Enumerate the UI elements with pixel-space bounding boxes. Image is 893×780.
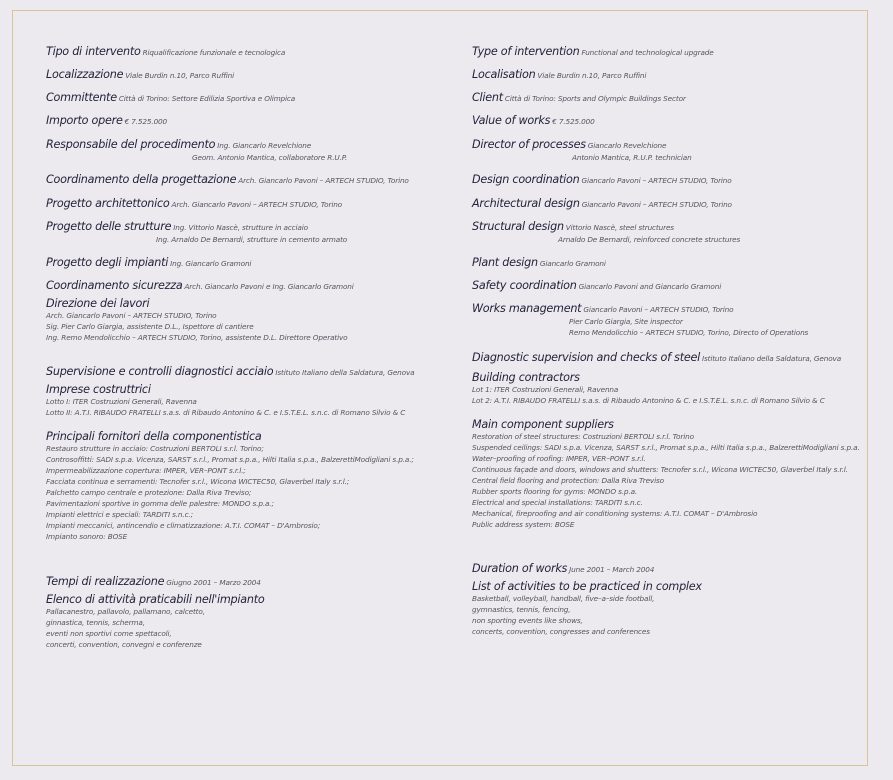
direzione-line: Sig. Pier Carlo Giargia, assistente D.L., Ispettore di cantiere: [46, 322, 254, 331]
fornitori-line: Restauro strutture in acciaio: Costruzioni BERTOLI s.r.l. Torino;: [46, 444, 264, 453]
direzione-line: Arch. Giancarlo Pavoni – ARTECH STUDIO, Torino: [46, 311, 217, 320]
heading-responsabile: Responsabile del procedimento: [46, 138, 216, 151]
heading-fornitori: Principali fornitori della componentistica: [46, 430, 262, 443]
value-tempi: Giugno 2001 – Marzo 2004: [166, 578, 261, 587]
entry-struct-design: [472, 215, 740, 245]
entry-tempi: [46, 570, 261, 589]
value-localizzazione: Viale Burdin n.10, Parco Ruffini: [125, 71, 235, 80]
entry-supervisione: [46, 360, 414, 379]
value-duration: June 2001 – March 2004: [569, 565, 655, 574]
suppliers-line: Rubber sports flooring for gyms: MONDO s.p.a.: [472, 487, 638, 496]
heading-plant: Plant design: [472, 256, 538, 269]
suppliers-line: Suspended ceilings: SADI s.p.a. Vicenza, SARST s.r.l., Promat s.p.a., Hilti Italia s.p.a., BalzerettiModigliani s.p.a.: [472, 443, 860, 452]
fornitori-line: Pavimentazioni sportive in gomma delle palestre: MONDO s.p.a.;: [46, 499, 274, 508]
entry-prog-strut: [46, 215, 347, 245]
elenco-line: ginnastica, tennis, scherma,: [46, 618, 145, 627]
suppliers-line: Continuous façade and doors, windows and shutters: Tecnofer s.r.l., Wicona WICTEC50, Glaverbel Italy s.r.l.: [472, 465, 848, 474]
heading-elenco: Elenco di attività praticabili nell'impianto: [46, 593, 265, 606]
suppliers-line: Water–proofing of roofing: IMPER, VER–PONT s.r.l.: [472, 454, 646, 463]
value-works: Giancarlo Pavoni – ARTECH STUDIO, Torino: [583, 305, 734, 314]
heading-type: Type of intervention: [472, 45, 580, 58]
value-committente: Città di Torino: Settore Edilizia Sportiva e Olimpica: [118, 94, 296, 103]
entry-safety: [472, 274, 721, 293]
value-responsabile-2: Geom. Antonio Mantica, collaboratore R.U.P.: [192, 153, 348, 162]
heading-importo: Importo opere: [46, 114, 123, 127]
heading-prog-arch: Progetto architettonico: [46, 197, 170, 210]
fornitori-line: Impermeabilizzazione copertura: IMPER, VER–PONT s.r.l.;: [46, 466, 246, 475]
entry-works: [472, 297, 808, 338]
entry-committente: [46, 86, 295, 105]
fornitori-line: Impianti elettrici e speciali: TARDITI s.n.c.;: [46, 510, 193, 519]
value-coord-sic: Arch. Giancarlo Pavoni e Ing. Giancarlo Gramoni: [184, 282, 354, 291]
contractors-line: Lot 2: A.T.I. RIBAUDO FRATELLI s.a.s. di Ribaudo Antonino & C. e I.S.T.E.L. s.n.c. di Romano Silvio & C: [472, 396, 825, 405]
heading-struct-design: Structural design: [472, 220, 564, 233]
entry-coord-prog: [46, 168, 409, 187]
value-tipo: Riqualificazione funzionale e tecnologica: [142, 48, 286, 57]
value-safety: Giancarlo Pavoni and Giancarlo Gramoni: [578, 282, 722, 291]
activities-line: Basketball, volleyball, handball, five–a–side football,: [472, 594, 655, 603]
elenco-line: eventi non sportivi come spettacoli,: [46, 629, 172, 638]
suppliers-line: Restoration of steel structures: Costruzioni BERTOLI s.r.l. Torino: [472, 432, 694, 441]
entry-localizzazione: [46, 63, 234, 82]
value-struct-design-2: Arnaldo De Bernardi, reinforced concrete structures: [558, 235, 741, 244]
entry-importo: [46, 109, 167, 128]
heading-arch-design: Architectural design: [472, 197, 580, 210]
entry-localisation: [472, 63, 646, 82]
suppliers-line: Central field flooring and protection: Dalla Riva Treviso: [472, 476, 664, 485]
value-type: Functional and technological upgrade: [581, 48, 714, 57]
value-director: Giancarlo Revelchione: [587, 141, 667, 150]
entry-type: [472, 40, 714, 59]
heading-coord-prog: Coordinamento della progettazione: [46, 173, 237, 186]
heading-prog-strut: Progetto delle strutture: [46, 220, 172, 233]
value-prog-strut-2: Ing. Arnaldo De Bernardi, strutture in cemento armato: [156, 235, 348, 244]
heading-director: Director of processes: [472, 138, 586, 151]
heading-activities: List of activities to be practiced in complex: [472, 580, 702, 593]
fornitori-line: Facciata continua e serramenti: Tecnofer s.r.l., Wicona WICTEC50, Glaverbel Italy s.r.l.;: [46, 477, 350, 486]
imprese-line: Lotto II: A.T.I. RIBAUDO FRATELLI s.a.s. di Ribaudo Antonino & C. e I.S.T.E.L. s.n.c. di Romano Silvio & C: [46, 408, 406, 417]
contractors-line: Lot 1: ITER Costruzioni Generali, Ravenna: [472, 385, 619, 394]
heading-prog-imp: Progetto degli impianti: [46, 256, 169, 269]
entry-client: [472, 86, 686, 105]
entry-fornitori: [46, 430, 414, 542]
heading-supervisione: Supervisione e controlli diagnostici acciaio: [46, 365, 274, 378]
heading-localizzazione: Localizzazione: [46, 68, 124, 81]
fornitori-line: Palchetto campo centrale e protezione: Dalla Riva Treviso;: [46, 488, 252, 497]
entry-plant: [472, 251, 606, 270]
heading-design-coord: Design coordination: [472, 173, 580, 186]
heading-committente: Committente: [46, 91, 117, 104]
fornitori-line: Impianti meccanici, antincendio e climatizzazione: A.T.I. COMAT – D'Ambrosio;: [46, 521, 321, 530]
suppliers-line: Mechanical, fireproofing and air conditioning systems: A.T.I. COMAT – D'Ambrosio: [472, 509, 758, 518]
value-coord-prog: Arch. Giancarlo Pavoni – ARTECH STUDIO, Torino: [238, 176, 409, 185]
value-plant: Giancarlo Gramoni: [539, 259, 606, 268]
heading-suppliers: Main component suppliers: [472, 418, 614, 431]
direzione-line: Ing. Remo Mendolicchio – ARTECH STUDIO, Torino, assistente D.L. Direttore Operativo: [46, 333, 348, 342]
entry-prog-imp: [46, 251, 251, 270]
entry-activities: [472, 580, 702, 637]
imprese-line: Lotto I: ITER Costruzioni Generali, Ravenna: [46, 397, 197, 406]
value-arch-design: Giancarlo Pavoni – ARTECH STUDIO, Torino: [581, 200, 732, 209]
value-responsabile: Ing. Giancarlo Revelchione: [217, 141, 312, 150]
entry-diagnostic: [472, 346, 841, 365]
entry-imprese: [46, 383, 405, 418]
value-diagnostic: Istituto Italiano della Saldatura, Genova: [701, 354, 842, 363]
value-supervisione: Istituto Italiano della Saldatura, Genova: [275, 368, 415, 377]
elenco-line: Pallacanestro, pallavolo, pallamano, calcetto,: [46, 607, 205, 616]
fornitori-line: Impianto sonoro: BOSE: [46, 532, 128, 541]
entry-direzione: [46, 297, 347, 343]
value-struct-design: Vittorio Nascè, steel structures: [565, 223, 674, 232]
value-prog-strut: Ing. Vittorio Nascè, strutture in acciaio: [173, 223, 308, 232]
elenco-line: concerti, convention, convegni e conferenze: [46, 640, 202, 649]
heading-value: Value of works: [472, 114, 551, 127]
entry-duration: [472, 557, 654, 576]
heading-direzione: Direzione dei lavori: [46, 297, 150, 310]
heading-tempi: Tempi di realizzazione: [46, 575, 165, 588]
entry-coord-sic: [46, 274, 354, 293]
value-importo: € 7.525.000: [124, 117, 168, 126]
entry-prog-arch: [46, 192, 342, 211]
entry-suppliers: [472, 418, 860, 530]
entry-tipo: [46, 40, 285, 59]
value-director-2: Antonio Mantica, R.U.P. technician: [572, 153, 692, 162]
value-localisation: Viale Burdin n.10, Parco Ruffini: [537, 71, 647, 80]
heading-diagnostic: Diagnostic supervision and checks of steel: [472, 351, 700, 364]
entry-value: [472, 109, 595, 128]
heading-duration: Duration of works: [472, 562, 568, 575]
suppliers-line: Electrical and special installations: TARDITI s.n.c.: [472, 498, 643, 507]
value-value: € 7.525.000: [552, 117, 595, 126]
entry-design-coord: [472, 168, 732, 187]
heading-localisation: Localisation: [472, 68, 536, 81]
value-works-3: Remo Mendolicchio – ARTECH STUDIO, Torino, Directo of Operations: [569, 328, 809, 337]
entry-contractors: [472, 371, 825, 406]
heading-works: Works management: [472, 302, 582, 315]
entry-elenco: [46, 593, 264, 650]
heading-safety: Safety coordination: [472, 279, 577, 292]
value-prog-arch: Arch. Giancarlo Pavoni – ARTECH STUDIO, Torino: [171, 200, 342, 209]
value-prog-imp: Ing. Giancarlo Gramoni: [170, 259, 252, 268]
heading-imprese: Imprese costruttrici: [46, 383, 151, 396]
heading-contractors: Building contractors: [472, 371, 580, 384]
activities-line: non sporting events like shows,: [472, 616, 583, 625]
heading-client: Client: [472, 91, 503, 104]
entry-responsabile: [46, 133, 347, 163]
activities-line: gymnastics, tennis, fencing,: [472, 605, 571, 614]
value-client: Città di Torino: Sports and Olympic Buildings Sector: [504, 94, 686, 103]
suppliers-line: Public address system: BOSE: [472, 520, 575, 529]
heading-tipo: Tipo di intervento: [46, 45, 141, 58]
value-design-coord: Giancarlo Pavoni – ARTECH STUDIO, Torino: [581, 176, 732, 185]
fornitori-line: Controsoffitti: SADI s.p.a. Vicenza, SARST s.r.l., Promat s.p.a., Hilti Italia s.p.a., BalzerettiModigliani s.p.a.;: [46, 455, 414, 464]
activities-line: concerts, convention, congresses and conferences: [472, 627, 650, 636]
heading-coord-sic: Coordinamento sicurezza: [46, 279, 183, 292]
entry-director: [472, 133, 692, 163]
entry-arch-design: [472, 192, 732, 211]
value-works-2: Pier Carlo Giargia, Site inspector: [569, 317, 683, 326]
